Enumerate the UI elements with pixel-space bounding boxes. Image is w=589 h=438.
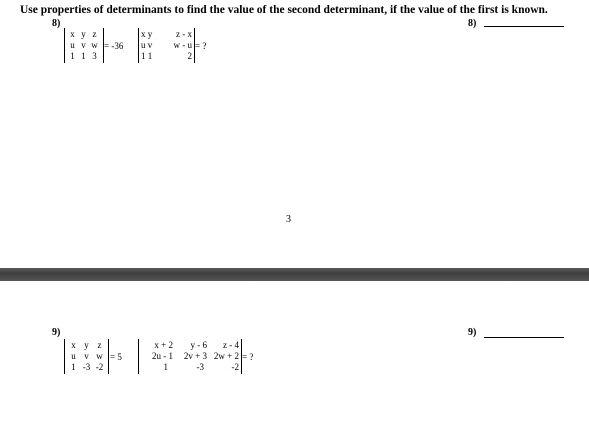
matrix-row	[67, 362, 106, 373]
matrix-cell: x y	[141, 29, 153, 39]
page-divider	[0, 268, 589, 281]
matrix-row	[67, 40, 101, 51]
matrix-cell: 1	[70, 51, 75, 61]
problem-9-det2-value: = ?	[242, 352, 254, 362]
matrix-cell: u v	[141, 40, 153, 50]
matrix-cell: 2u - 1	[152, 351, 173, 361]
problem-8-det1-value: = -36	[104, 41, 124, 51]
problem-9-det1-value: = 5	[110, 352, 122, 362]
matrix-cell: -3	[196, 362, 204, 372]
matrix-cell: w	[96, 351, 103, 361]
problem-8-answer-label: 8)	[468, 18, 477, 29]
matrix-row	[141, 29, 192, 40]
matrix-cell: w	[91, 40, 98, 50]
matrix-row	[141, 340, 239, 351]
matrix-row	[141, 351, 239, 362]
matrix-cell: z - x	[176, 29, 192, 39]
matrix-row	[67, 340, 106, 351]
matrix-row	[67, 51, 101, 62]
matrix-cell: u	[71, 351, 76, 361]
matrix-row	[141, 362, 239, 373]
page-lower	[0, 281, 589, 438]
problem-9-determinant-1	[64, 339, 109, 374]
matrix-cell: 2	[187, 51, 192, 61]
matrix-cell: z	[97, 340, 102, 350]
problem-8-determinant-1	[64, 28, 104, 63]
instructions-text: Use properties of determinants to find the value of the second determinant, if the value of the first is known.	[20, 4, 548, 16]
matrix-cell: y	[81, 29, 86, 39]
matrix-cell: w - u	[173, 40, 192, 50]
matrix-row	[141, 40, 192, 51]
matrix-cell: x + 2	[154, 340, 173, 350]
problem-9-determinant-2	[138, 339, 242, 374]
matrix-cell: x	[71, 340, 76, 350]
matrix-cell: 1	[71, 362, 76, 372]
matrix-cell: z - 4	[223, 340, 239, 350]
matrix-row	[67, 29, 101, 40]
problem-9-answer-line[interactable]	[484, 337, 564, 338]
problem-8-determinant-2	[138, 28, 195, 63]
matrix-cell: y - 6	[190, 340, 207, 350]
matrix-cell: v	[81, 40, 86, 50]
matrix-cell: 3	[92, 51, 97, 61]
matrix-cell: x	[70, 29, 75, 39]
matrix-cell: u	[70, 40, 75, 50]
matrix-row	[67, 351, 106, 362]
problem-9-number: 9)	[52, 327, 61, 338]
matrix-cell: -3	[82, 362, 91, 372]
matrix-cell: 2v + 3	[183, 351, 207, 361]
matrix-cell: 1 1	[141, 51, 153, 61]
matrix-cell: v	[84, 351, 89, 361]
matrix-cell: y	[84, 340, 89, 350]
problem-8-number: 8)	[52, 18, 61, 29]
matrix-row	[141, 51, 192, 62]
problem-8-answer-line[interactable]	[484, 26, 564, 27]
matrix-cell: -2	[231, 362, 239, 372]
problem-8-det2-value: = ?	[195, 41, 207, 51]
matrix-cell: 1	[81, 51, 86, 61]
problem-9-answer-label: 9)	[468, 327, 477, 338]
matrix-cell: 2w + 2	[213, 351, 239, 361]
page-number: 3	[286, 214, 291, 225]
matrix-cell: -2	[95, 362, 104, 372]
matrix-cell: z	[92, 29, 97, 39]
matrix-cell: 1	[163, 362, 168, 372]
